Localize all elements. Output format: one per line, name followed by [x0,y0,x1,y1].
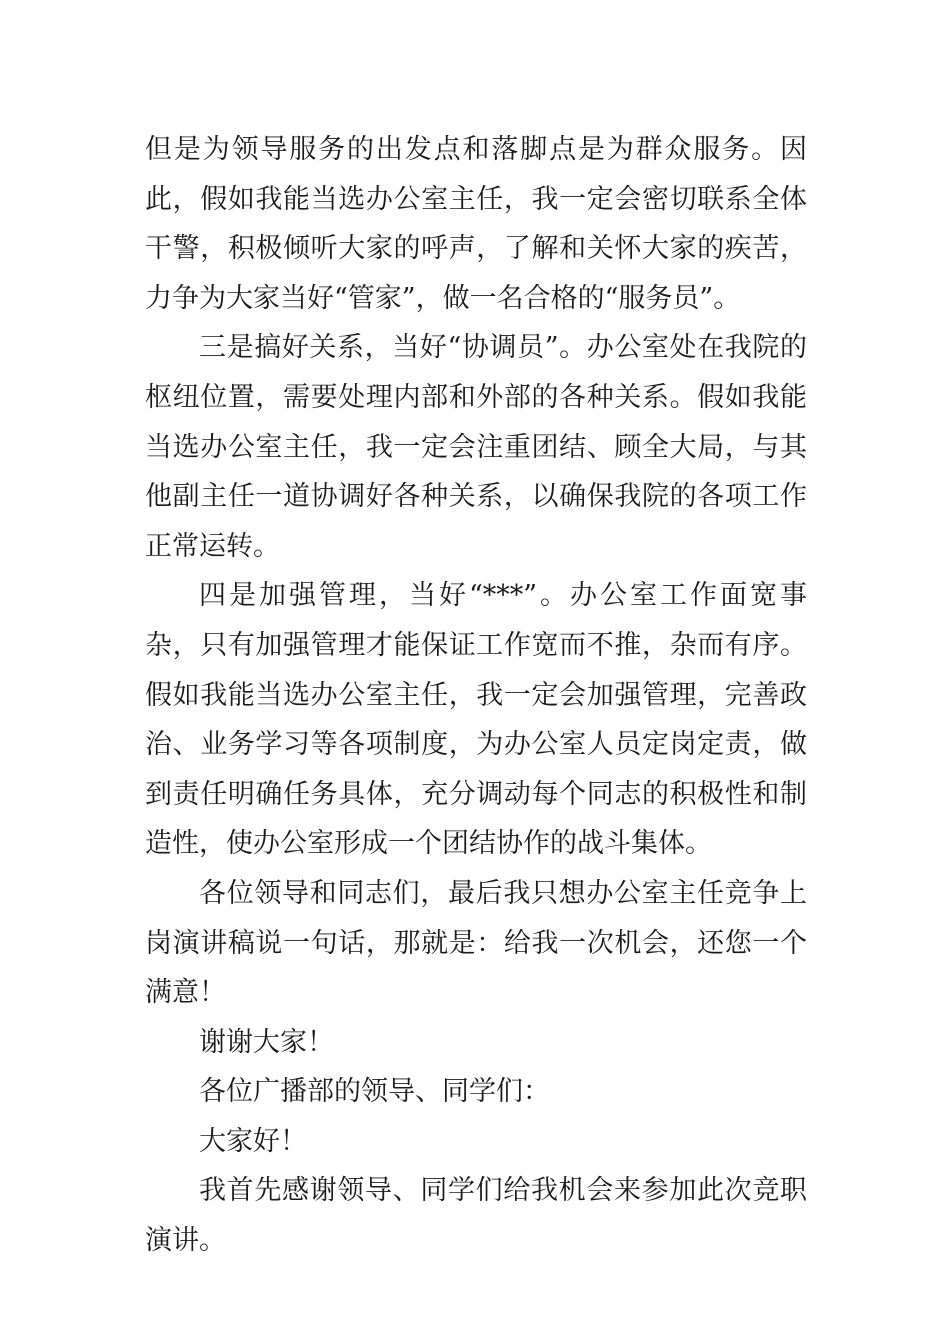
paragraph-4: 各位领导和同志们，最后我只想办公室主任竞争上岗演讲稿说一句话，那就是：给我一次机会，还您一个满意！ [145,877,807,1009]
paragraph-6: 各位广播部的领导、同学们： [199,1076,550,1108]
paragraph-1: 但是为领导服务的出发点和落脚点是为群众服务。因此，假如我能当选办公室主任，我一定会密切联系全体干警，积极倾听大家的呼声，了解和关怀大家的疾苦，力争为大家当好“管家”，做一名合格的“服务员”。 [145,134,807,314]
paragraph-3: 四是加强管理，当好“***”。办公室工作面宽事杂，只有加强管理才能保证工作宽而不推，杂而有序。假如我能当选办公室主任，我一定会加强管理，完善政治、业务学习等各项制度，为办公室人员定岗定责，做到责任明确任务具体，充分调动每个同志的积极性和制造性，使办公室形成一个团结协作的战斗集体。 [145,580,807,860]
paragraph-2: 三是搞好关系，当好“协调员”。办公室处在我院的枢纽位置，需要处理内部和外部的各种关系。假如我能当选办公室主任，我一定会注重团结、顾全大局，与其他副主任一道协调好各种关系，以确保我院的各项工作正常运转。 [145,332,807,562]
paragraph-7: 大家好！ [199,1125,307,1157]
document-body [145,125,807,1266]
paragraph-5: 谢谢大家！ [199,1026,334,1058]
paragraph-8: 我首先感谢领导、同学们给我机会来参加此次竞职演讲。 [145,1175,807,1257]
